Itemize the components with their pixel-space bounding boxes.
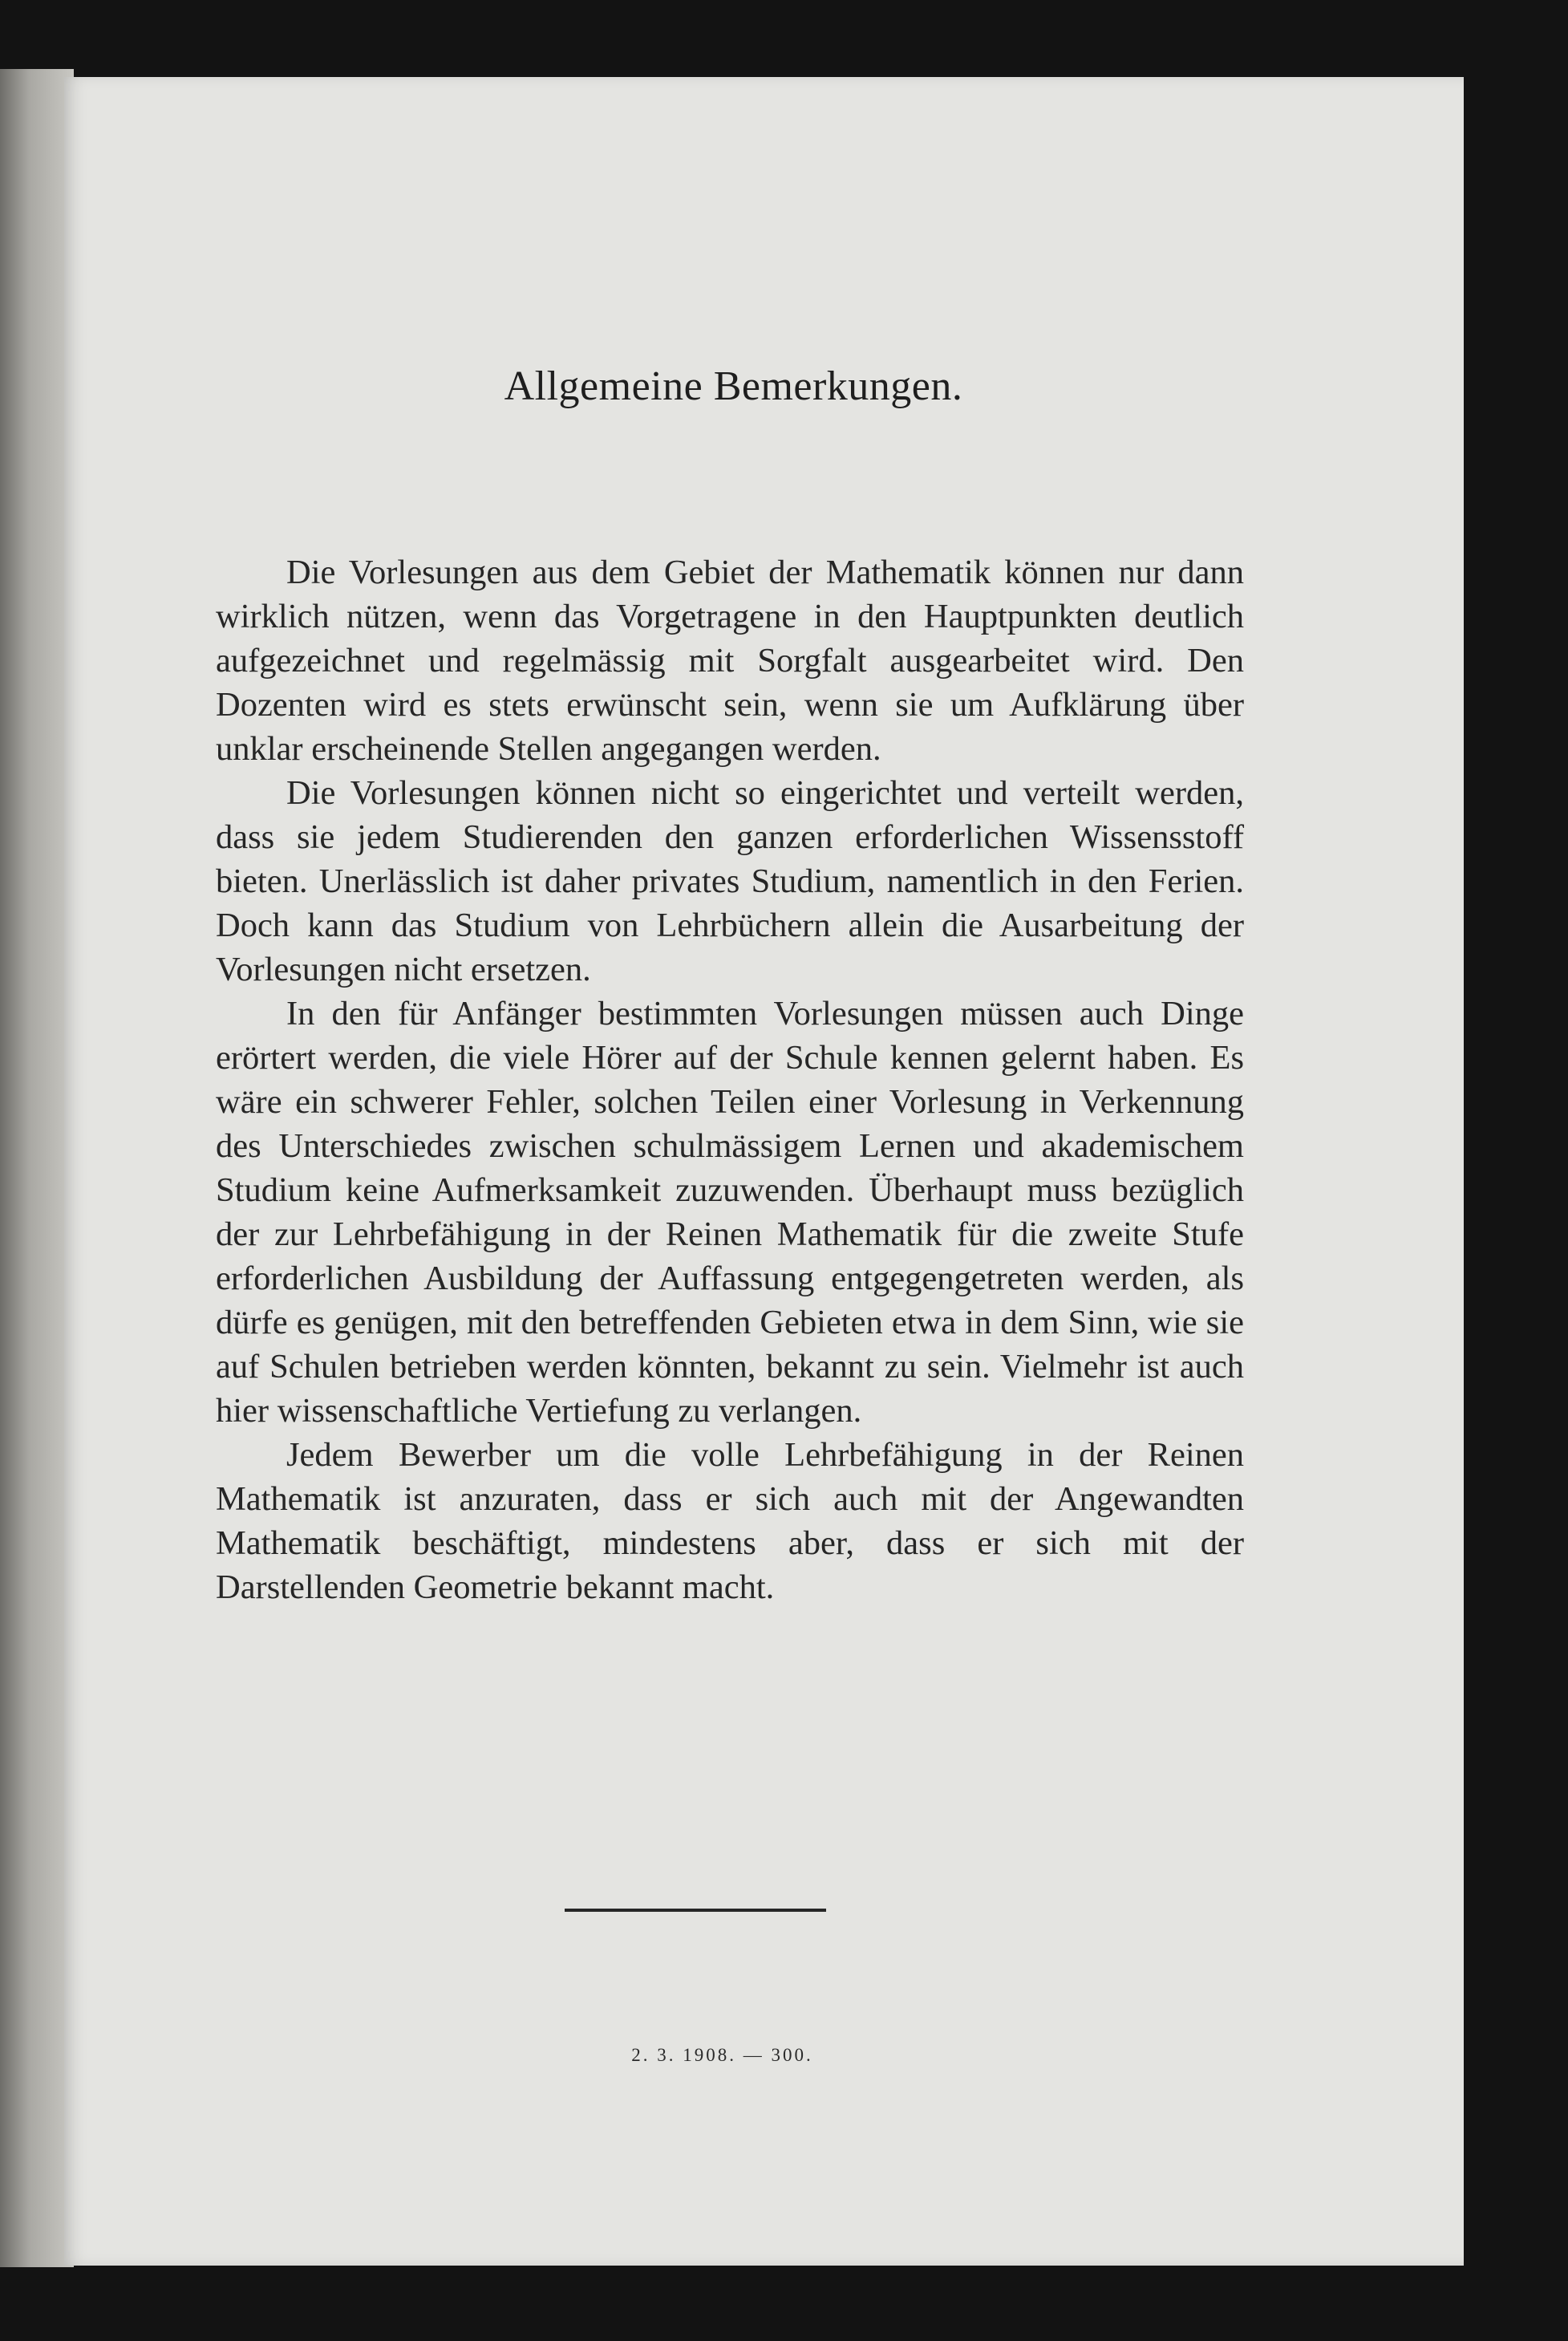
paragraph-3: In den für Anfänger bestimmten Vorlesungen müssen auch Dinge erörtert werden, die viele Hörer auf der Schule kennen gelernt haben. Es wäre ein schwerer Fehler, solchen Teilen einer Vorlesung in Verkennung des Unterschiedes zwischen schulmässigem Lernen und akademischem Studium keine Aufmerksamkeit zuzuwenden. Überhaupt muss bezüglich der zur Lehrbefähigung in der Reinen Mathematik für die zweite Stufe erforderlichen Ausbildung der Auffassung entgegengetreten werden, als dürfe es genügen, mit den betreffenden Gebieten etwa in dem Sinn, wie sie auf Schulen betrieben werden könnten, bekannt zu sein. Vielmehr ist auch hier wissenschaftliche Vertiefung zu verlangen. (216, 995, 1244, 1430)
previous-page-edge (0, 69, 74, 2267)
paragraph-1: Die Vorlesungen aus dem Gebiet der Mathematik können nur dann wirklich nützen, wenn das Vorgetragene in den Hauptpunkten deutlich aufgezeichnet und regelmässig mit Sorgfalt ausgearbeitet wird. Den Dozenten wird es stets erwünscht sein, wenn sie um Aufklärung über unklar erscheinende Stellen angegangen werden. (216, 554, 1244, 768)
body-text (216, 550, 1244, 1609)
print-footer-text: 2. 3. 1908. — 300. (631, 2045, 813, 2065)
page-title-text: Allgemeine Bemerkungen. (504, 363, 963, 409)
page-title (64, 363, 1464, 410)
paragraph-4: Jedem Bewerber um die volle Lehrbefähigung in der Reinen Mathematik ist anzuraten, dass er sich auch mit der Angewandten Mathematik beschäftigt, mindestens aber, dass er sich mit der Darstellenden Geometrie bekannt macht. (216, 1436, 1244, 1606)
section-divider (565, 1909, 826, 1912)
paragraph-2: Die Vorlesungen können nicht so eingerichtet und verteilt werden, dass sie jedem Studierenden den ganzen erforderlichen Wissensstoff bieten. Unerlässlich ist daher privates Studium, namentlich in den Ferien. Doch kann das Studium von Lehrbüchern allein die Ausarbeitung der Vorlesungen nicht ersetzen. (216, 774, 1244, 988)
print-footer (64, 2045, 1464, 2066)
document-page (64, 77, 1464, 2266)
